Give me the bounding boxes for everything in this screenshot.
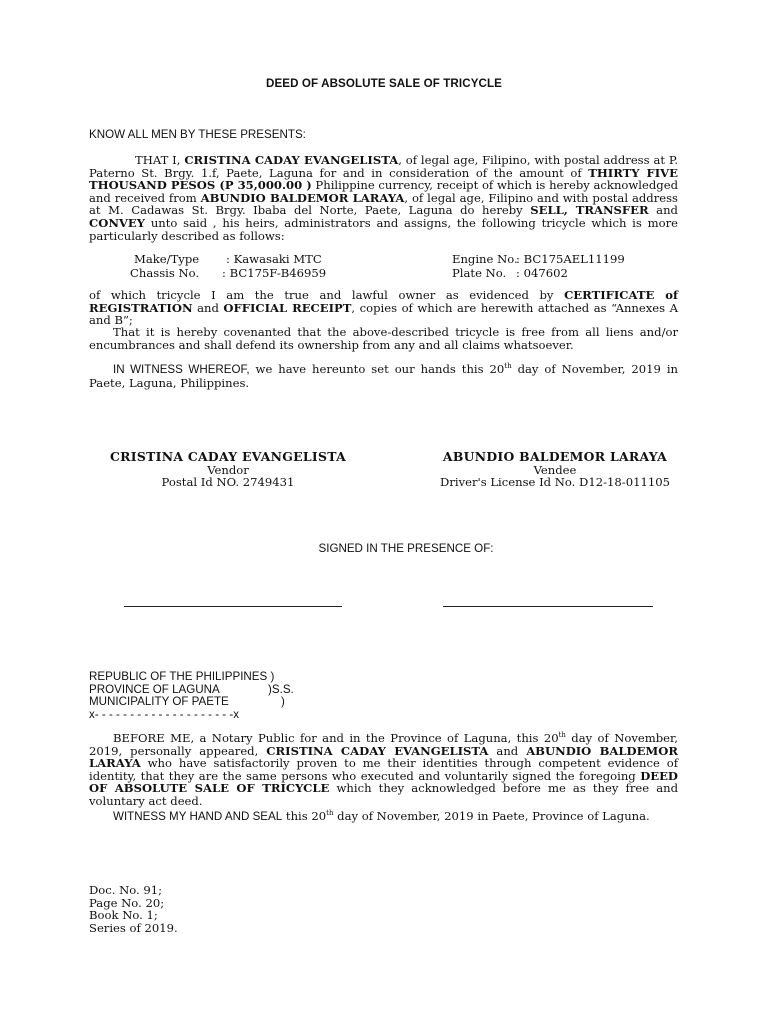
make-value: : Kawasaki MTC [226, 252, 322, 266]
document-title: DEED OF ABSOLUTE SALE OF TRICYCLE [265, 77, 503, 90]
vendor-signature-block [88, 451, 368, 489]
plate-value: : 047602 [516, 265, 568, 280]
vendor-id: Postal Id NO. 2749431 [161, 475, 295, 490]
series: Series of 2019. [89, 920, 178, 935]
witness-my-hand: WITNESS MY HAND AND SEAL [113, 810, 283, 823]
paragraph-sale [89, 154, 678, 242]
vendee-signatory-name: ABUNDIO BALDEMOR LARAYA [442, 449, 668, 464]
paragraph-notary-seal [89, 810, 678, 824]
intro-line: KNOW ALL MEN BY THESE PRESENTS: [89, 128, 306, 141]
notarial-venue [89, 671, 294, 721]
notarial-register [89, 884, 178, 934]
venue-ss: )S.S. [268, 682, 294, 696]
vendee-role: Vendee [533, 462, 577, 477]
vendee-id: Driver's License Id No. D12-18-011105 [440, 475, 670, 490]
vendee-name: ABUNDIO BALDEMOR LARAYA [200, 190, 405, 205]
make-label: Make/Type [134, 252, 200, 266]
vendor-signatory-name: CRISTINA CADAY EVANGELISTA [109, 449, 347, 464]
witness-signature-line-left [124, 606, 342, 607]
text: day of November, 2019, personally appeared, [89, 731, 678, 758]
page-no: Page No. 20; [89, 895, 165, 910]
text: who have satisfactorily proven to me their identities through competent evidence of identity, that they are the same persons who executed and voluntarily signed the foregoing [89, 756, 678, 783]
text: , of legal age, Filipino, with postal address at P. Paterno St. Brgy. 1.f, Paete, Laguna for and in consideration of the amount of [89, 153, 679, 180]
in-witness-whereof: IN WITNESS WHEREOF, [113, 363, 250, 376]
superscript: th [558, 731, 566, 740]
vendor-name: CRISTINA CADAY EVANGELISTA [266, 743, 489, 758]
venue-province: PROVINCE OF LAGUNA [89, 682, 220, 696]
text: and [648, 203, 678, 218]
text: day of November, 2019 in Paete, Province of Laguna. [333, 809, 650, 823]
text: THAT I, [135, 153, 185, 167]
chassis-label: Chassis No. [130, 265, 200, 280]
text: this 20 [282, 809, 327, 823]
superscript: th [326, 809, 334, 818]
paragraph-covenant: That it is hereby covenanted that the above-described tricycle is free from all liens and/or encumbrances and shall defend its ownership from any and all claims whatsoever. [89, 325, 678, 352]
text: , of legal age, Filipino and with postal address at M. Cadawas St. Brgy. Ibaba del Norte, Paete, Laguna do hereby [89, 190, 679, 218]
venue-municipality: MUNICIPALITY OF PAETE [89, 695, 229, 709]
certificate-of-registration: CERTIFICATE of REGISTRATION [89, 288, 678, 315]
engine-value: : BC175AEL11199 [516, 252, 625, 266]
witness-signature-line-right [443, 606, 653, 607]
sell-transfer: SELL, TRANSFER [530, 203, 649, 218]
official-receipt: OFFICIAL RECEIPT [223, 300, 352, 315]
deed-title-reference: DEED OF ABSOLUTE SALE OF TRICYCLE [89, 768, 678, 796]
vendee-name: ABUNDIO BALDEMOR LARAYA [89, 743, 679, 771]
paragraph-ownership [89, 289, 678, 327]
chassis-value: : BC175F-B46959 [222, 265, 327, 280]
text: and [192, 300, 224, 315]
convey: CONVEY [89, 215, 146, 230]
vehicle-specs [130, 252, 694, 280]
plate-label: Plate No. [452, 265, 507, 280]
text: , copies of which are herewith attached as “Annexes A and B”; [89, 300, 679, 328]
venue-separator: x- - - - - - - - - - - - - - - - - - - -x [89, 707, 240, 721]
text: Philippine currency, receipt of which is hereby acknowledged and received from [89, 178, 679, 205]
text: we have hereunto set our hands this 20 [249, 362, 505, 376]
paragraph-acknowledgment [89, 732, 678, 808]
vendor-role: Vendor [207, 462, 249, 477]
superscript: th [504, 362, 512, 371]
text: day of November, 2019 in Paete, Laguna, Philippines. [89, 362, 678, 390]
vendee-signature-block [412, 451, 698, 489]
amount: THIRTY FIVE THOUSAND PESOS (P 35,000.00 ) [89, 165, 678, 193]
signed-in-presence: SIGNED IN THE PRESENCE OF: [318, 542, 494, 555]
doc-no: Doc. No. 91; [89, 883, 163, 897]
text: BEFORE ME, a Notary Public for and in the Province of Laguna, this 20 [113, 731, 559, 745]
text: unto said , his heirs, administrators and assigns, the following tricycle which is more particularly described as follows: [89, 215, 678, 243]
text: of which tricycle I am the true and lawful owner as evidenced by [89, 288, 565, 302]
paragraph-witness [89, 363, 678, 389]
venue-paren: ) [281, 695, 285, 709]
vendor-name: CRISTINA CADAY EVANGELISTA [184, 153, 399, 167]
engine-label: Engine No. [452, 252, 518, 266]
book-no: Book No. 1; [89, 908, 158, 923]
venue-republic: REPUBLIC OF THE PHILIPPINES ) [89, 670, 275, 683]
text: which they acknowledged before me as they free and voluntary act deed. [89, 781, 678, 808]
text: and [488, 743, 527, 758]
